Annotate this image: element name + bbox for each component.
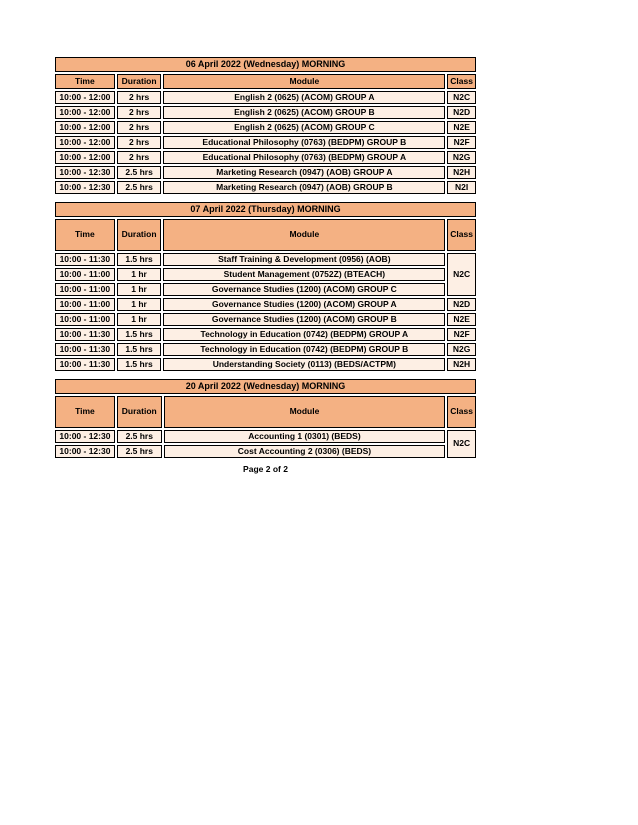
module-cell: Governance Studies (1200) (ACOM) GROUP A [163, 298, 445, 311]
duration-cell: 2 hrs [117, 106, 162, 119]
module-cell: English 2 (0625) (ACOM) GROUP A [163, 91, 445, 104]
class-cell: N2C [447, 430, 476, 458]
table-row [55, 166, 476, 179]
time-cell: 10:00 - 11:00 [55, 283, 115, 296]
class-cell: N2D [447, 106, 476, 119]
timetable-0 [53, 55, 478, 196]
duration-cell: 2.5 hrs [117, 430, 162, 443]
table-row [55, 151, 476, 164]
time-cell: 10:00 - 11:30 [55, 328, 115, 341]
module-cell: Staff Training & Development (0956) (AOB) [163, 253, 445, 266]
module-cell: English 2 (0625) (ACOM) GROUP C [163, 121, 445, 134]
time-cell: 10:00 - 12:30 [55, 445, 115, 458]
module-cell: Educational Philosophy (0763) (BEDPM) GROUP A [163, 151, 445, 164]
duration-cell: 1.5 hrs [117, 358, 162, 371]
duration-cell: 2.5 hrs [117, 181, 162, 194]
duration-cell: 1.5 hrs [117, 343, 162, 356]
duration-cell: 1.5 hrs [117, 253, 162, 266]
col-header-time: Time [55, 396, 115, 428]
table-row [55, 253, 476, 266]
table-row [55, 268, 476, 281]
class-cell: N2D [447, 298, 476, 311]
table-row [55, 328, 476, 341]
time-cell: 10:00 - 12:00 [55, 91, 115, 104]
time-cell: 10:00 - 11:30 [55, 253, 115, 266]
class-cell: N2H [447, 358, 476, 371]
module-cell: Accounting 1 (0301) (BEDS) [164, 430, 446, 443]
module-cell: Understanding Society (0113) (BEDS/ACTPM) [163, 358, 445, 371]
table-row [55, 283, 476, 296]
duration-cell: 1 hr [117, 268, 162, 281]
col-header-class: Class [447, 396, 476, 428]
duration-cell: 2.5 hrs [117, 166, 162, 179]
duration-cell: 2 hrs [117, 136, 162, 149]
duration-cell: 1 hr [117, 298, 162, 311]
table-row [55, 445, 476, 458]
table-row [55, 430, 476, 443]
time-cell: 10:00 - 11:30 [55, 358, 115, 371]
table-title: 06 April 2022 (Wednesday) MORNING [55, 57, 476, 72]
col-header-class: Class [447, 219, 476, 251]
table-row [55, 121, 476, 134]
time-cell: 10:00 - 12:30 [55, 430, 115, 443]
module-cell: Marketing Research (0947) (AOB) GROUP A [163, 166, 445, 179]
table-row [55, 313, 476, 326]
module-cell: Educational Philosophy (0763) (BEDPM) GROUP B [163, 136, 445, 149]
timetable-1 [53, 200, 478, 373]
table-title: 07 April 2022 (Thursday) MORNING [55, 202, 476, 217]
column-header-row [55, 396, 476, 428]
table-row [55, 106, 476, 119]
duration-cell: 1 hr [117, 283, 162, 296]
column-header-row [55, 74, 476, 89]
time-cell: 10:00 - 11:00 [55, 268, 115, 281]
time-cell: 10:00 - 11:00 [55, 298, 115, 311]
page-number: Page 2 of 2 [243, 464, 288, 474]
col-header-module: Module [163, 219, 445, 251]
class-cell: N2I [447, 181, 476, 194]
table-row [55, 358, 476, 371]
time-cell: 10:00 - 12:30 [55, 166, 115, 179]
table-row [55, 181, 476, 194]
col-header-time: Time [55, 219, 115, 251]
column-header-row [55, 219, 476, 251]
time-cell: 10:00 - 12:00 [55, 136, 115, 149]
duration-cell: 1.5 hrs [117, 328, 162, 341]
table-row [55, 136, 476, 149]
module-cell: Technology in Education (0742) (BEDPM) GROUP B [163, 343, 445, 356]
module-cell: English 2 (0625) (ACOM) GROUP B [163, 106, 445, 119]
time-cell: 10:00 - 12:00 [55, 151, 115, 164]
class-cell: N2C [447, 91, 476, 104]
class-cell: N2G [447, 151, 476, 164]
module-cell: Marketing Research (0947) (AOB) GROUP B [163, 181, 445, 194]
col-header-duration: Duration [117, 219, 162, 251]
time-cell: 10:00 - 11:30 [55, 343, 115, 356]
module-cell: Technology in Education (0742) (BEDPM) GROUP A [163, 328, 445, 341]
module-cell: Governance Studies (1200) (ACOM) GROUP B [163, 313, 445, 326]
col-header-duration: Duration [117, 74, 162, 89]
class-cell: N2F [447, 328, 476, 341]
duration-cell: 2 hrs [117, 151, 162, 164]
module-cell: Student Management (0752Z) (BTEACH) [163, 268, 445, 281]
table-row [55, 298, 476, 311]
class-cell: N2E [447, 313, 476, 326]
time-cell: 10:00 - 12:30 [55, 181, 115, 194]
table-title: 20 April 2022 (Wednesday) MORNING [55, 379, 476, 394]
class-cell: N2E [447, 121, 476, 134]
class-cell: N2H [447, 166, 476, 179]
class-cell: N2F [447, 136, 476, 149]
timetable-2 [53, 377, 478, 460]
class-cell: N2G [447, 343, 476, 356]
time-cell: 10:00 - 12:00 [55, 106, 115, 119]
time-cell: 10:00 - 11:00 [55, 313, 115, 326]
module-cell: Cost Accounting 2 (0306) (BEDS) [164, 445, 446, 458]
time-cell: 10:00 - 12:00 [55, 121, 115, 134]
col-header-module: Module [163, 74, 445, 89]
col-header-class: Class [447, 74, 476, 89]
duration-cell: 2.5 hrs [117, 445, 162, 458]
duration-cell: 2 hrs [117, 91, 162, 104]
class-cell: N2C [447, 253, 476, 296]
duration-cell: 2 hrs [117, 121, 162, 134]
timetable-container [53, 55, 478, 474]
table-row [55, 343, 476, 356]
col-header-duration: Duration [117, 396, 162, 428]
duration-cell: 1 hr [117, 313, 162, 326]
col-header-module: Module [164, 396, 446, 428]
table-row [55, 91, 476, 104]
col-header-time: Time [55, 74, 115, 89]
module-cell: Governance Studies (1200) (ACOM) GROUP C [163, 283, 445, 296]
